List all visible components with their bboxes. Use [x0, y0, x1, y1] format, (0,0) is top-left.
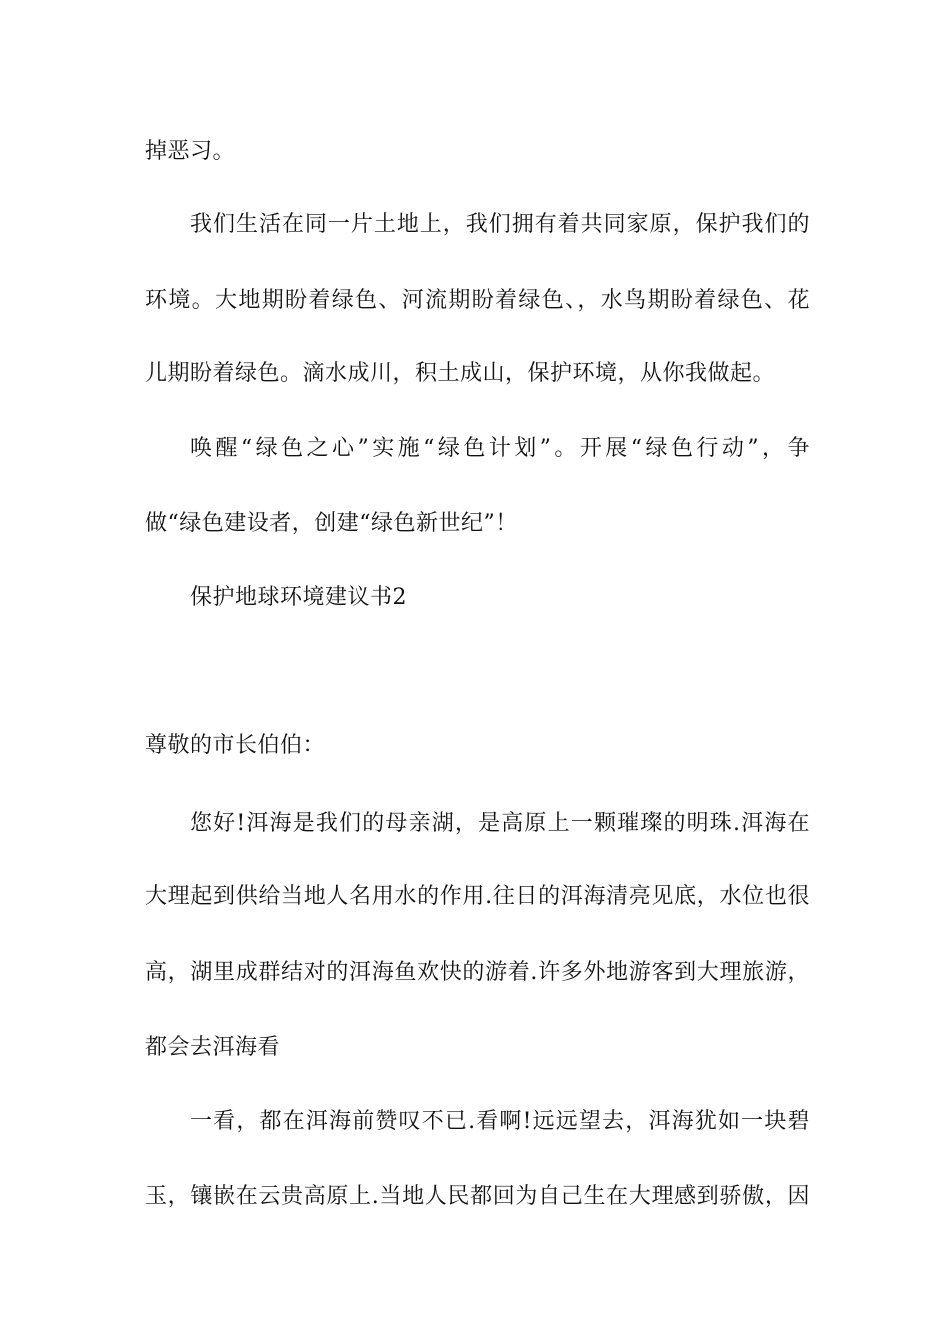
text-line-1: 掉恶习。: [145, 139, 236, 164]
text-line-14: 玉，镶嵌在云贵高原上.当地人民都回为自己生在大理感到骄傲，因: [145, 1184, 810, 1209]
text-line-13: 一看，都在洱海前赞叹不已.看啊!远远望去，洱海犹如一块碧: [190, 1109, 810, 1134]
text-line-4: 儿期盼着绿色。滴水成川，积土成山，保护环境，从你我做起。: [145, 361, 776, 386]
text-line-6: 做“绿色建设者，创建“绿色新世纪”！: [145, 511, 518, 536]
text-line-2: 我们生活在同一片土地上，我们拥有着共同家原，保护我们的: [190, 212, 810, 237]
text-line-11: 高，湖里成群结对的洱海鱼欢快的游着.许多外地游客到大理旅游，: [145, 960, 810, 985]
text-line-9: 您好!洱海是我们的母亲湖，是高原上一颗璀璨的明珠.洱海在: [190, 811, 810, 836]
text-line-10: 大理起到供给当地人名用水的作用.往日的洱海清亮见底，水位也很: [145, 884, 810, 909]
text-line-12: 都会去洱海看: [145, 1035, 281, 1060]
text-line-5: 唤醒“绿色之心”实施“绿色计划”。开展“绿色行动”，争: [190, 436, 810, 461]
section-heading: 保护地球环境建议书2: [190, 585, 407, 610]
salutation: 尊敬的市长伯伯：: [145, 733, 326, 758]
text-line-3: 环境。大地期盼着绿色、河流期盼着绿色、，水鸟期盼着绿色、花: [145, 288, 810, 313]
